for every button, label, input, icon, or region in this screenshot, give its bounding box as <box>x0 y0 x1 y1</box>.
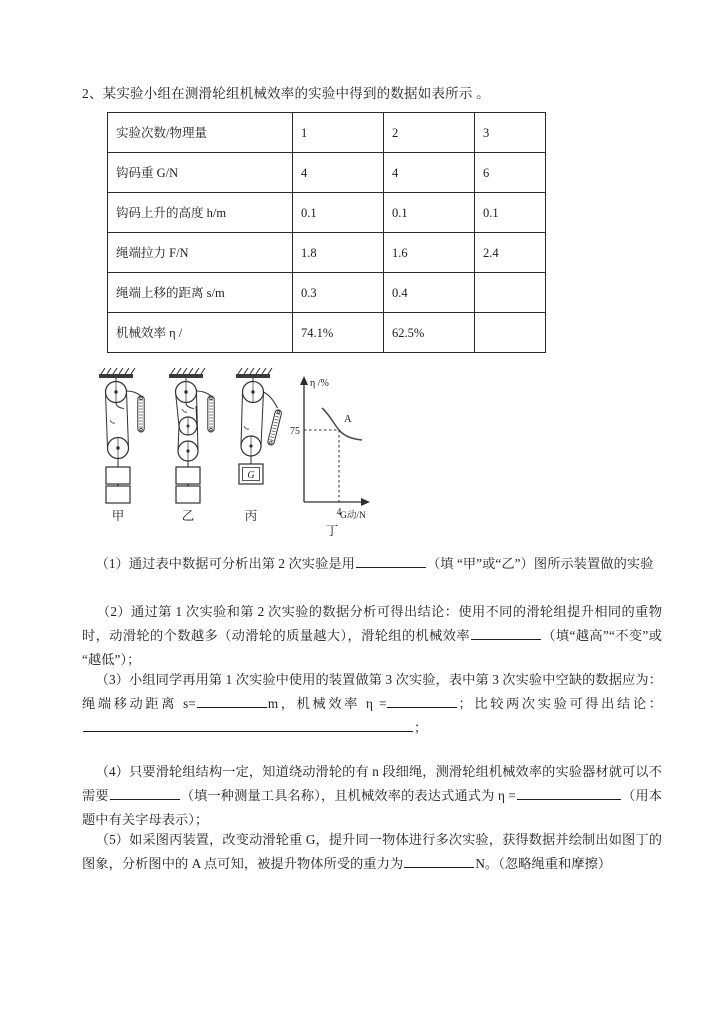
row-label: 绳端拉力 F/N <box>108 233 293 273</box>
point-a-label: A <box>344 414 352 425</box>
x-axis-arrow <box>361 498 370 506</box>
question-5-text-b: N。（忽略绳重和摩擦） <box>475 856 612 871</box>
cell-trial-3: 2.4 <box>475 233 546 273</box>
question-3-text-b: m，机械效率 η = <box>267 696 387 711</box>
x-tick-4: 4 <box>336 507 342 518</box>
cell-trial-2: 0.1 <box>384 193 475 233</box>
y-axis-label: η /% <box>310 378 329 389</box>
cell-trial-1: 74.1% <box>293 313 384 353</box>
row-label: 钩码重 G/N <box>108 153 293 193</box>
figure-caption-jia: 甲 <box>111 509 125 523</box>
cell-trial-2: 1.6 <box>384 233 475 273</box>
question-3 <box>82 668 662 740</box>
question-5 <box>82 828 662 876</box>
pulley-and-graph-figure <box>96 368 376 540</box>
question-4-number: （4） <box>95 764 130 779</box>
question-4-text-c: （用本题中有关字母表示）； <box>82 788 662 827</box>
cell-trial-1: 0.3 <box>293 273 384 313</box>
figure-caption-yi: 乙 <box>181 509 195 523</box>
table-row <box>108 153 546 193</box>
question-4-blank-tool[interactable] <box>110 785 180 800</box>
question-1-text-a: 通过表中数据可分析出第 2 次实验是用 <box>128 556 355 571</box>
row-label: 机械效率 η / <box>108 313 293 353</box>
table-row <box>108 113 546 153</box>
cell-trial-3 <box>475 273 546 313</box>
pulley-diagram-bing <box>236 368 282 523</box>
figure-caption-ding: 丁 <box>325 524 339 538</box>
efficiency-graph <box>290 376 370 538</box>
pulley-diagram-yi <box>169 368 214 523</box>
question-2 <box>82 600 662 672</box>
question-4-text-a: 只要滑轮组结构一定，知道绕动滑轮的有 n 段细绳，测滑轮组机械效率的实验器材就可以不需要 <box>82 764 662 803</box>
efficiency-curve <box>322 408 362 440</box>
cell-trial-1: 1.8 <box>293 233 384 273</box>
weight-label-g: G <box>247 470 255 481</box>
question-1-number: （1） <box>95 556 129 571</box>
question-5-blank[interactable] <box>404 853 474 868</box>
question-2-text-a: 通过第 1 次实验和第 2 次实验的数据分析可得出结论：使用不同的滑轮组提升相同的重物时，动滑轮的个数越多（动滑轮的质量越大），滑轮组的机械效率 <box>82 604 662 643</box>
question-4-blank-formula[interactable] <box>517 785 621 800</box>
cell-trial-2: 2 <box>384 113 475 153</box>
question-3-blank-conclusion[interactable] <box>83 717 413 732</box>
question-3-text-a: 小组同学再用第 1 次实验中使用的装置做第 3 次实验，表中第 3 次实验中空缺的数据应为：绳端移动距离 s= <box>82 672 662 711</box>
cell-trial-1: 4 <box>293 153 384 193</box>
question-3-text-c: ；比较两次实验可得出结论： <box>458 696 662 711</box>
cell-trial-3: 0.1 <box>475 193 546 233</box>
table-row <box>108 313 546 353</box>
question-stem: 2、某实验小组在测滑轮组机械效率的实验中得到的数据如表所示 。 <box>82 86 490 101</box>
cell-trial-2: 62.5% <box>384 313 475 353</box>
y-tick-75: 75 <box>290 426 300 437</box>
question-4 <box>82 760 662 832</box>
cell-trial-1: 1 <box>293 113 384 153</box>
cell-trial-2: 0.4 <box>384 273 475 313</box>
pulley-diagram-jia <box>99 368 144 523</box>
row-label: 绳端上移的距离 s/m <box>108 273 293 313</box>
y-axis-arrow <box>300 376 308 385</box>
table-row <box>108 193 546 233</box>
question-1-blank[interactable] <box>356 553 426 568</box>
cell-trial-3: 6 <box>475 153 546 193</box>
question-2-number: （2） <box>96 604 132 619</box>
question-3-text-d: ； <box>414 720 428 735</box>
question-2-text-b: （填“越高”“不变”或“越低”）； <box>82 628 662 667</box>
experiment-data-table <box>107 112 546 353</box>
question-5-text-a: 如采图丙装置，改变动滑轮重 G，提升同一物体进行多次实验，获得数据并绘制出如图丁的图象，分析图中的 A 点可知，被提升物体所受的重力为 <box>82 832 662 871</box>
figure-caption-bing: 丙 <box>244 509 258 523</box>
table-row <box>108 273 546 313</box>
row-label: 实验次数/物理量 <box>108 113 293 153</box>
x-axis-label: G动/N <box>340 511 366 521</box>
question-4-text-b: （填一种测量工具名称），且机械效率的表达式通式为 η = <box>180 788 516 803</box>
cell-trial-1: 0.1 <box>293 193 384 233</box>
question-2-blank[interactable] <box>471 625 541 640</box>
figure-svg <box>96 368 376 540</box>
cell-trial-3 <box>475 313 546 353</box>
question-3-blank-s[interactable] <box>197 693 267 708</box>
question-1-text-b: （填 “甲”或“乙”）图所示装置做的实验 <box>426 556 654 571</box>
question-3-number: （3） <box>95 672 130 687</box>
cell-trial-2: 4 <box>384 153 475 193</box>
cell-trial-3: 3 <box>475 113 546 153</box>
row-label: 钩码上升的高度 h/m <box>108 193 293 233</box>
question-3-blank-eta[interactable] <box>387 693 457 708</box>
question-5-number: （5） <box>95 832 130 847</box>
table-row <box>108 233 546 273</box>
question-1 <box>82 552 662 576</box>
